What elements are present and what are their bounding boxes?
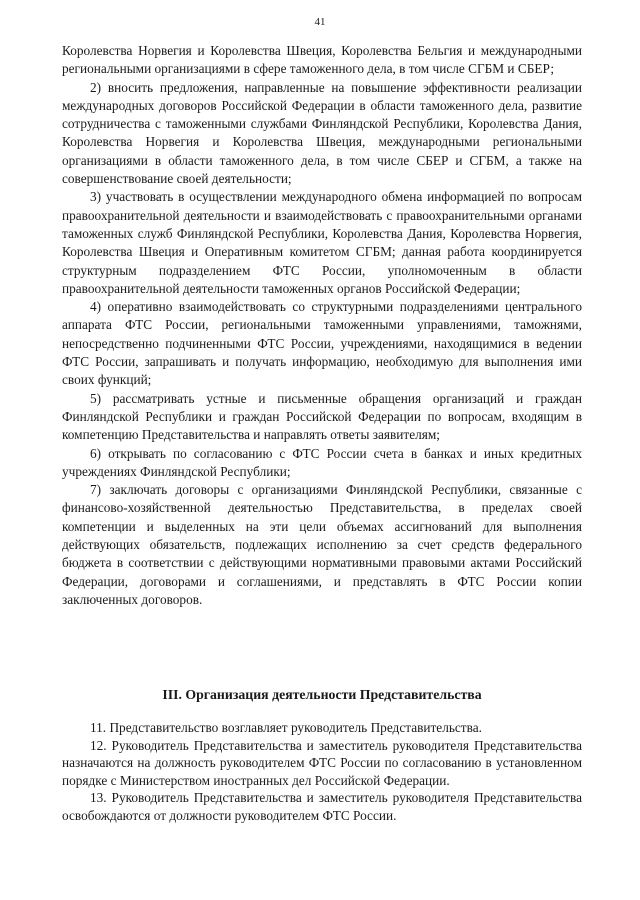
paragraph-13: 13. Руководитель Представительства и заместитель руководителя Представительства освобождаются от должности руководителем ФТС России. [62, 790, 582, 823]
list-item-2: 2) вносить предложения, направленные на повышение эффективности реализации международных договоров Российской Федерации в области таможенного дела, развитие сотрудничества с таможенными службами Финляндской Республики, Королевства Дания, Королевства Норвегия и Королевства Швеция, международными региональными организациями в области таможенного дела, в том числе СБЕР и СГБМ, а также на совершенствование своей деятельности; [62, 79, 582, 187]
list-item-7: 7) заключать договоры с организациями Финляндской Республики, связанные с финансово-хозяйственной деятельностью Представительства, в пределах своей компетенции и выделенных на эти цели объемах ассигнований для выполнения действующих обязательств, подлежащих исполнению за счет средств федерального бюджета в соответствии с действующими нормативными правовыми актами Российский Федерации, договорами и соглашениями, и представлять в ФТС России копии заключенных договоров. [62, 482, 582, 607]
list-item-5: 5) рассматривать устные и письменные обращения организаций и граждан Финляндской Республики и граждан Российской Федерации по вопросам, входящим в компетенцию Представительства и направлять ответы заявителям; [62, 390, 582, 443]
section-body [62, 719, 582, 825]
paragraph-12: 12. Руководитель Представительства и заместитель руководителя Представительства назначаются на должность руководителем ФТС России по согласованию в установленном порядке с Министерством иностранных дел Российской Федерации. [62, 737, 582, 788]
body-text [62, 42, 582, 609]
continuation-paragraph: Королевства Норвегия и Королевства Швеция, Королевства Бельгия и международными региональными организациями в сфере таможенного дела, в том числе СГБМ и СБЕР; [62, 43, 582, 77]
list-item-6: 6) открывать по согласованию с ФТС России счета в банках и иных кредитных учреждениях Финляндской Республики; [62, 445, 582, 479]
list-item-3: 3) участвовать в осуществлении международного обмена информацией по вопросам правоохранительной деятельности и взаимодействовать с правоохранительными органами таможенных служб Финляндской Республики, Королевства Дания, Королевства Норвегия, Королевства Швеция и Оперативным комитетом СГБМ; данная работа координируется структурным подразделением ФТС России, уполномоченным в области правоохранительной деятельности таможенных органов Российской Федерации; [62, 189, 582, 296]
page-number: 41 [314, 16, 326, 28]
section-heading: III. Организация деятельности Представительства [162, 687, 482, 702]
paragraph-11: 11. Представительство возглавляет руководитель Представительства. [90, 720, 482, 735]
list-item-4: 4) оперативно взаимодействовать со структурными подразделениями центрального аппарата ФТС России, региональными таможенными управлениями, таможнями, непосредственно подчиненными ФТС России, учреждениями, находящимися в ведении ФТС России, запрашивать и получать информацию, необходимую для выполнения ими своих функций; [62, 299, 582, 388]
